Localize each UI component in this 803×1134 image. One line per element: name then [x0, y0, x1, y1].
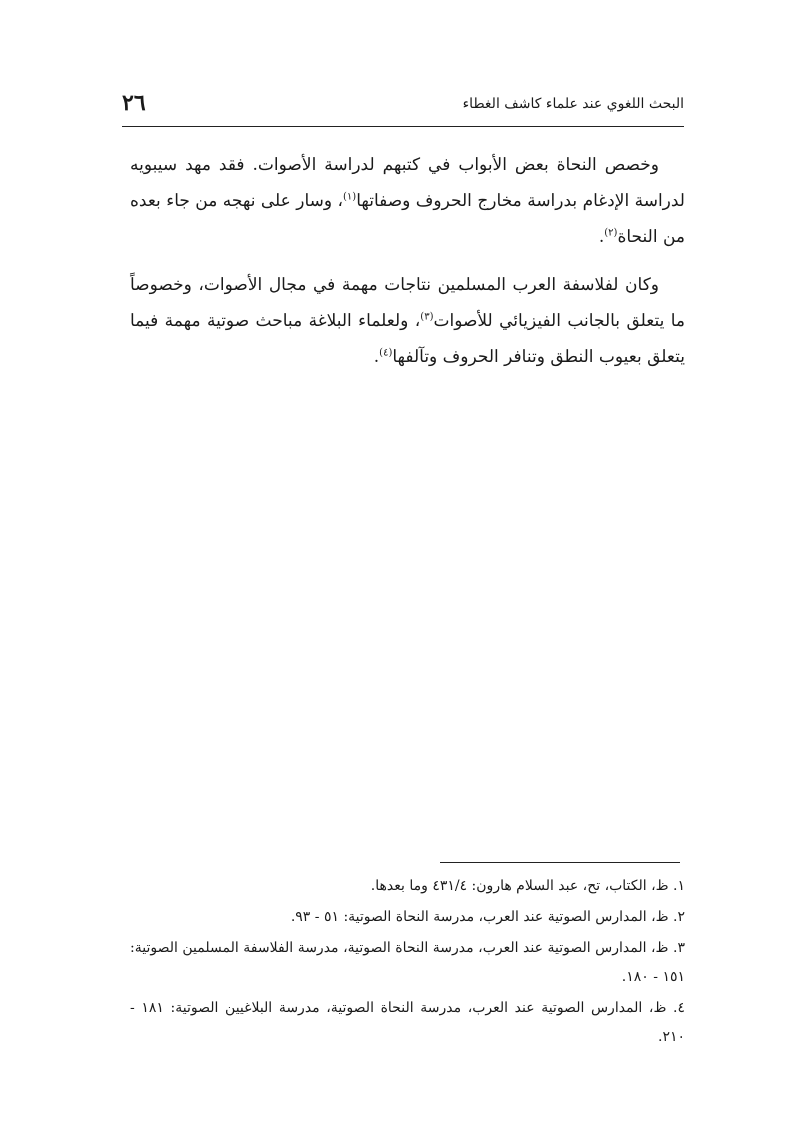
footnote-ref-3: (٣): [420, 311, 434, 323]
paragraph-2-text-c: .: [373, 347, 380, 367]
paragraph-2-text-b: ، ولعلماء البلاغة مباحث صوتية مهمة فيما يتعلق بعيوب النطق وتنافر الحروف وتآلفها: [130, 311, 685, 367]
footnote-ref-2: (٢): [604, 227, 618, 239]
paragraph-1: [130, 147, 685, 255]
paragraph-1-text-c: .: [598, 227, 605, 247]
running-title: البحث اللغوي عند علماء كاشف الغطاء: [462, 96, 684, 112]
footnotes: [130, 872, 685, 1054]
main-text: [130, 147, 685, 387]
footnote-1: ١. ظ، الكتاب، تح، عبد السلام هارون: ٤٣١/٤ وما بعدها.: [370, 878, 685, 894]
footnote-2: ٢. ظ، المدارس الصوتية عند العرب، مدرسة النحاة الصوتية: ٥١ - ٩٣.: [290, 909, 685, 925]
footnote-ref-4: (٤): [379, 347, 393, 359]
footnote-4: ٤. ظ، المدارس الصوتية عند العرب، مدرسة النحاة الصوتية، مدرسة البلاغيين الصوتية: ١٨١ - ٢١٠.: [130, 1000, 685, 1045]
running-header: [122, 86, 684, 124]
paragraph-1-text-b: ، وسار على نهجه من جاء بعده من النحاة: [130, 191, 685, 247]
paragraph-2-text-a: وكان لفلاسفة العرب المسلمين نتاجات مهمة في مجال الأصوات، وخصوصاً ما يتعلق بالجانب الفيزيائي للأصوات: [130, 275, 685, 331]
footnote-divider: [440, 862, 680, 863]
paragraph-1-text-a: وخصص النحاة بعض الأبواب في كتبهم لدراسة الأصوات. فقد مهد سيبويه لدراسة الإدغام بدراسة مخارج الحروف وصفاتها: [130, 155, 685, 211]
footnote-ref-1: (١): [343, 191, 357, 203]
footnote-3: ٣. ظ، المدارس الصوتية عند العرب، مدرسة النحاة الصوتية، مدرسة الفلاسفة المسلمين الصوتية: ١٥١ - ١٨٠.: [130, 940, 685, 985]
header-divider: [122, 126, 684, 127]
page-number: ٢٦: [122, 90, 146, 116]
paragraph-2: [130, 267, 685, 375]
